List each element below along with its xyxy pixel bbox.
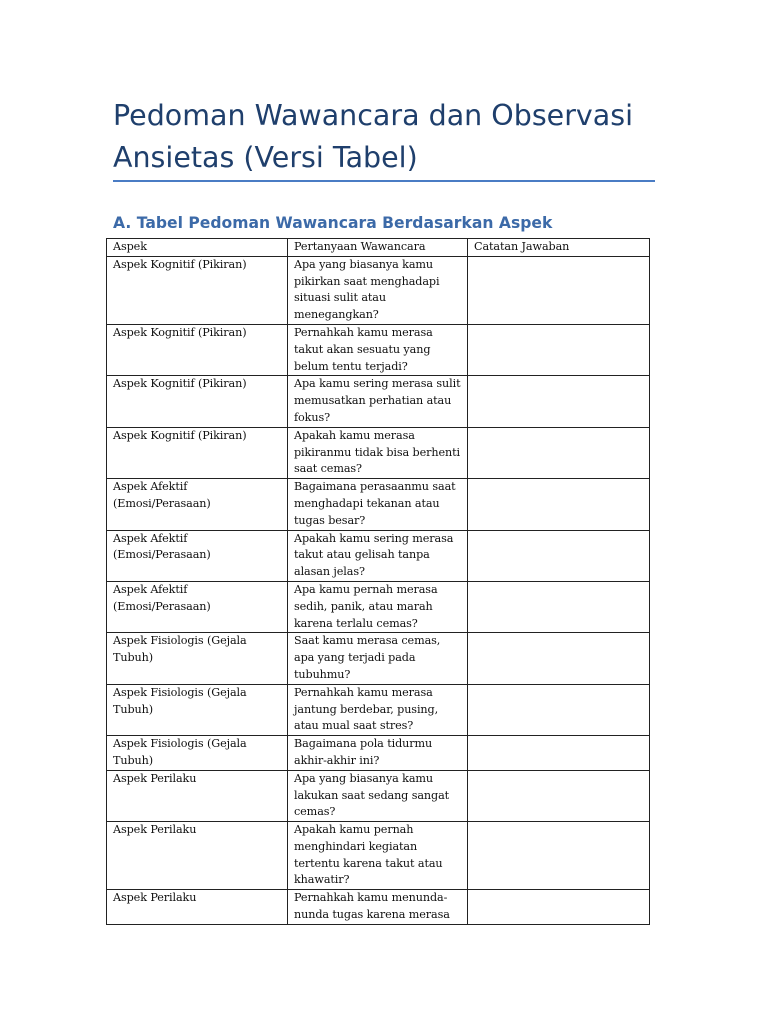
question-cell: Apa yang biasanya kamu lakukan saat sedang sangat cemas? bbox=[288, 770, 468, 821]
aspect-cell: Aspek Perilaku bbox=[107, 890, 288, 925]
question-cell: Bagaimana pola tidurmu akhir-akhir ini? bbox=[288, 736, 468, 771]
answer-notes-cell[interactable] bbox=[468, 736, 650, 771]
question-cell: Saat kamu merasa cemas, apa yang terjadi pada tubuhmu? bbox=[288, 633, 468, 684]
aspect-cell: Aspek Afektif (Emosi/Perasaan) bbox=[107, 581, 288, 632]
section-heading: A. Tabel Pedoman Wawancara Berdasarkan Aspek bbox=[113, 214, 553, 232]
question-cell: Pernahkah kamu menunda-nunda tugas karena merasa bbox=[288, 890, 468, 925]
table-row bbox=[107, 376, 650, 427]
answer-notes-cell[interactable] bbox=[468, 479, 650, 530]
question-cell: Apakah kamu merasa pikiranmu tidak bisa berhenti saat cemas? bbox=[288, 427, 468, 478]
column-header-pertanyaan: Pertanyaan Wawancara bbox=[288, 239, 468, 257]
table-row bbox=[107, 770, 650, 821]
aspect-cell: Aspek Kognitif (Pikiran) bbox=[107, 256, 288, 324]
aspect-cell: Aspek Kognitif (Pikiran) bbox=[107, 376, 288, 427]
question-cell: Pernahkah kamu merasa jantung berdebar, pusing, atau mual saat stres? bbox=[288, 684, 468, 735]
answer-notes-cell[interactable] bbox=[468, 633, 650, 684]
table-row bbox=[107, 890, 650, 925]
answer-notes-cell[interactable] bbox=[468, 376, 650, 427]
aspect-cell: Aspek Fisiologis (Gejala Tubuh) bbox=[107, 736, 288, 771]
answer-notes-cell[interactable] bbox=[468, 324, 650, 375]
question-cell: Apa kamu sering merasa sulit memusatkan perhatian atau fokus? bbox=[288, 376, 468, 427]
answer-notes-cell[interactable] bbox=[468, 530, 650, 581]
question-cell: Apa yang biasanya kamu pikirkan saat menghadapi situasi sulit atau menegangkan? bbox=[288, 256, 468, 324]
aspect-cell: Aspek Perilaku bbox=[107, 770, 288, 821]
aspect-cell: Aspek Fisiologis (Gejala Tubuh) bbox=[107, 684, 288, 735]
interview-guide-table bbox=[106, 238, 650, 925]
answer-notes-cell[interactable] bbox=[468, 890, 650, 925]
table-row bbox=[107, 256, 650, 324]
column-header-aspek: Aspek bbox=[107, 239, 288, 257]
answer-notes-cell[interactable] bbox=[468, 770, 650, 821]
table-row bbox=[107, 684, 650, 735]
aspect-cell: Aspek Afektif (Emosi/Perasaan) bbox=[107, 479, 288, 530]
page-title: Pedoman Wawancara dan Observasi Ansietas (Versi Tabel) bbox=[113, 99, 634, 174]
column-header-catatan: Catatan Jawaban bbox=[468, 239, 650, 257]
table-row bbox=[107, 530, 650, 581]
title-divider bbox=[113, 180, 655, 182]
table-row bbox=[107, 581, 650, 632]
aspect-cell: Aspek Kognitif (Pikiran) bbox=[107, 324, 288, 375]
question-cell: Pernahkah kamu merasa takut akan sesuatu yang belum tentu terjadi? bbox=[288, 324, 468, 375]
table-row bbox=[107, 633, 650, 684]
answer-notes-cell[interactable] bbox=[468, 256, 650, 324]
question-cell: Apakah kamu pernah menghindari kegiatan tertentu karena takut atau khawatir? bbox=[288, 822, 468, 890]
question-cell: Apa kamu pernah merasa sedih, panik, atau marah karena terlalu cemas? bbox=[288, 581, 468, 632]
aspect-cell: Aspek Fisiologis (Gejala Tubuh) bbox=[107, 633, 288, 684]
answer-notes-cell[interactable] bbox=[468, 427, 650, 478]
table-row bbox=[107, 822, 650, 890]
answer-notes-cell[interactable] bbox=[468, 581, 650, 632]
aspect-cell: Aspek Afektif (Emosi/Perasaan) bbox=[107, 530, 288, 581]
aspect-cell: Aspek Perilaku bbox=[107, 822, 288, 890]
table-row bbox=[107, 736, 650, 771]
answer-notes-cell[interactable] bbox=[468, 822, 650, 890]
question-cell: Apakah kamu sering merasa takut atau gelisah tanpa alasan jelas? bbox=[288, 530, 468, 581]
table-header-row bbox=[107, 239, 650, 257]
question-cell: Bagaimana perasaanmu saat menghadapi tekanan atau tugas besar? bbox=[288, 479, 468, 530]
table-row bbox=[107, 324, 650, 375]
answer-notes-cell[interactable] bbox=[468, 684, 650, 735]
aspect-cell: Aspek Kognitif (Pikiran) bbox=[107, 427, 288, 478]
table-row bbox=[107, 427, 650, 478]
table-row bbox=[107, 479, 650, 530]
